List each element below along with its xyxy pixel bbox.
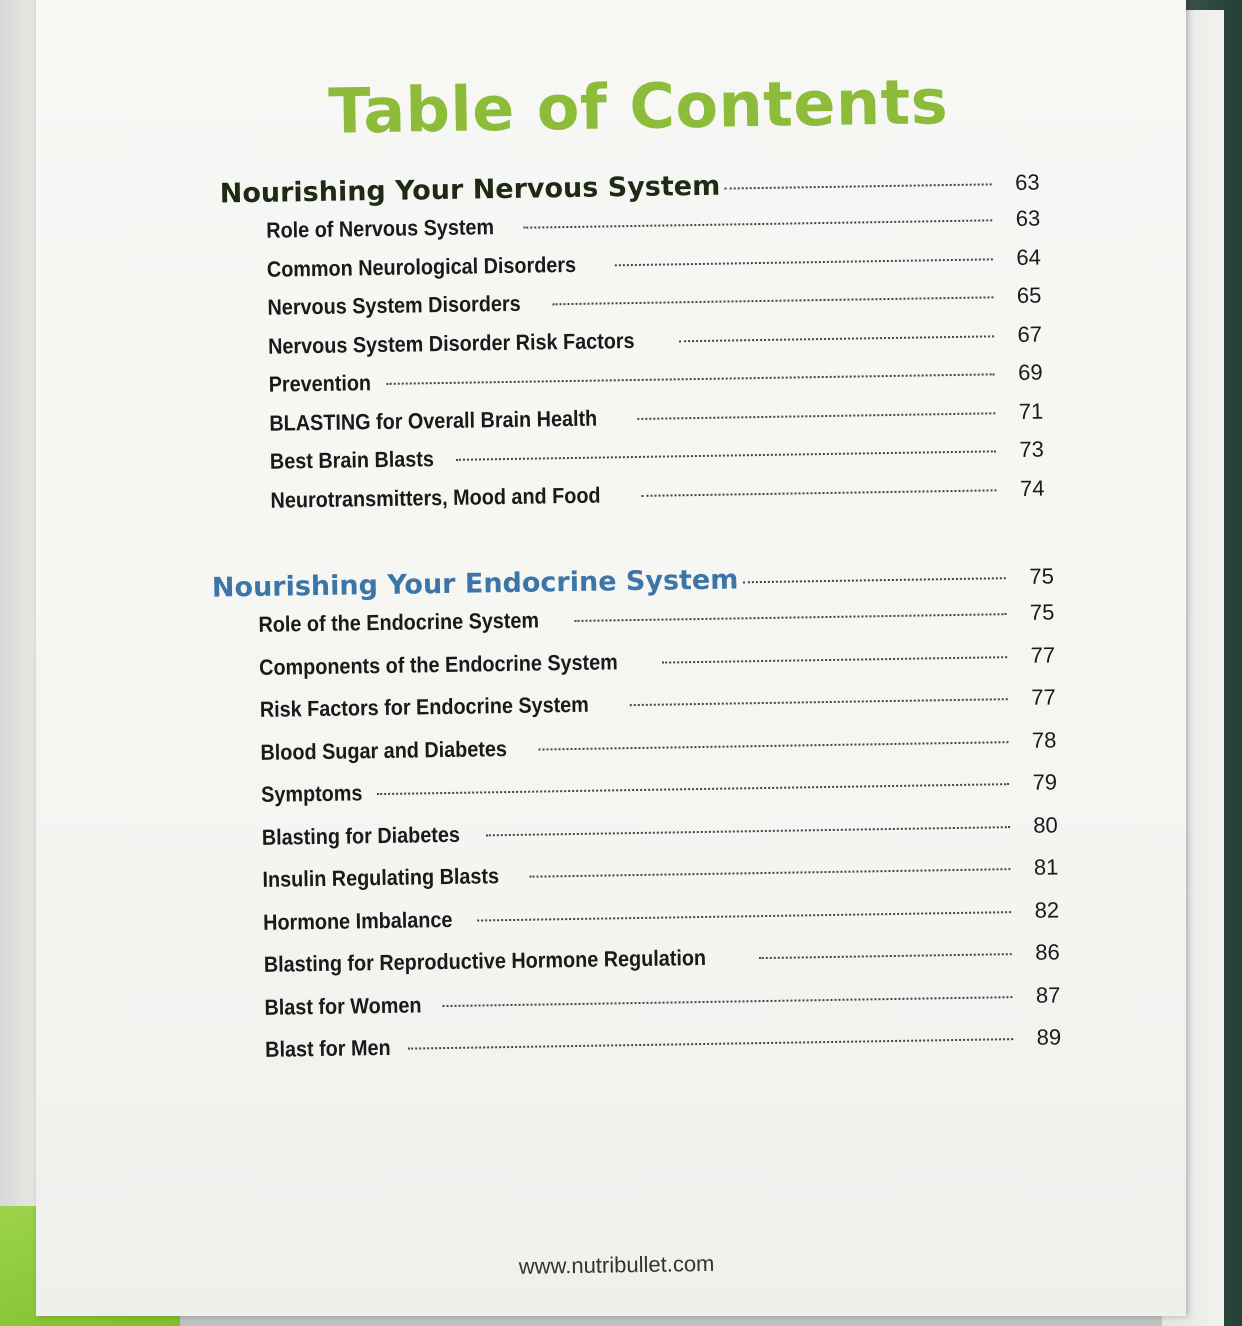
toc-section-nervous <box>219 166 1044 527</box>
toc-page-number: 81 <box>1033 854 1059 880</box>
toc-page-number: 69 <box>1017 359 1043 385</box>
toc-entry-label: Risk Factors for Endocrine System <box>259 691 589 722</box>
toc-page-number: 75 <box>1029 599 1055 625</box>
dot-leader <box>443 996 1013 1007</box>
dot-leader <box>378 783 1009 795</box>
toc-page-number: 87 <box>1035 981 1061 1008</box>
toc-page-number: 63 <box>1014 169 1040 195</box>
dot-leader <box>629 698 1007 706</box>
toc-section-endocrine <box>212 559 1062 1080</box>
toc-entry-label: Blast for Women <box>264 991 422 1020</box>
toc-page-number: 75 <box>1029 563 1055 589</box>
toc-page-number: 78 <box>1031 726 1057 753</box>
page-content <box>27 0 1198 1325</box>
toc-page-number: 71 <box>1018 398 1044 424</box>
toc-entry-label: Symptoms <box>260 780 363 807</box>
toc-entry-label: Blasting for Diabetes <box>261 821 461 850</box>
toc-page-number: 64 <box>1016 244 1042 270</box>
toc-entry-label: Insulin Regulating Blasts <box>262 863 500 892</box>
toc-page-number: 86 <box>1035 939 1060 965</box>
toc-entry-label: Blast for Men <box>264 1034 391 1062</box>
dot-leader <box>759 953 1012 959</box>
toc-page-number: 89 <box>1036 1024 1062 1050</box>
dot-leader <box>638 412 996 420</box>
toc-entry-label: BLASTING for Overall Brain Health <box>269 405 598 436</box>
website-footer: www.nutribullet.com <box>518 1250 715 1279</box>
toc-page-number: 77 <box>1030 641 1056 668</box>
dot-leader <box>456 450 996 460</box>
toc-page-number: 73 <box>1019 436 1045 462</box>
toc-entry-label: Components of the Endocrine System <box>258 648 618 680</box>
toc-page-number: 74 <box>1019 475 1045 501</box>
toc-heading-label: Nourishing Your Endocrine System <box>211 564 739 604</box>
dot-leader <box>538 741 1008 750</box>
dot-leader <box>486 826 1010 836</box>
dot-leader <box>574 613 1006 622</box>
toc-entry-label: Hormone Imbalance <box>262 906 453 935</box>
dot-leader <box>679 335 994 342</box>
dot-leader <box>477 911 1011 921</box>
dot-leader <box>553 296 994 305</box>
book-page <box>36 0 1186 1316</box>
toc-page-number: 80 <box>1033 811 1058 838</box>
toc-heading-label: Nourishing Your Nervous System <box>219 170 721 210</box>
toc-entry-label: Blasting for Reproductive Hormone Regulation <box>263 944 707 977</box>
dot-leader <box>662 656 1007 663</box>
toc-page-number: 79 <box>1032 769 1058 795</box>
dot-leader <box>641 489 996 497</box>
toc-page-number: 65 <box>1016 282 1042 308</box>
dot-leader <box>529 868 1010 878</box>
toc-entry-label: Prevention <box>268 370 372 397</box>
toc-page-number: 63 <box>1015 205 1041 231</box>
toc-entry-label: Role of Nervous System <box>266 214 495 243</box>
dot-leader <box>386 373 994 385</box>
toc-entry-label: Nervous System Disorders <box>267 290 521 320</box>
page-title: Table of Contents <box>327 65 949 148</box>
toc-page-number: 82 <box>1034 896 1060 923</box>
dot-leader <box>614 258 992 266</box>
toc-entry-label: Common Neurological Disorders <box>266 251 577 282</box>
toc-page-number: 77 <box>1031 684 1056 710</box>
toc-entry-label: Role of the Endocrine System <box>258 607 540 637</box>
toc-entry-label: Neurotransmitters, Mood and Food <box>270 482 601 513</box>
dot-leader <box>742 577 1005 583</box>
toc-page-number: 67 <box>1017 321 1043 347</box>
dot-leader <box>523 219 992 228</box>
toc-entry-label: Nervous System Disorder Risk Factors <box>267 327 635 359</box>
dot-leader <box>724 183 991 189</box>
toc-entry-label: Blood Sugar and Diabetes <box>260 735 508 765</box>
dot-leader <box>409 1038 1014 1049</box>
toc-entry-label: Best Brain Blasts <box>269 446 435 474</box>
